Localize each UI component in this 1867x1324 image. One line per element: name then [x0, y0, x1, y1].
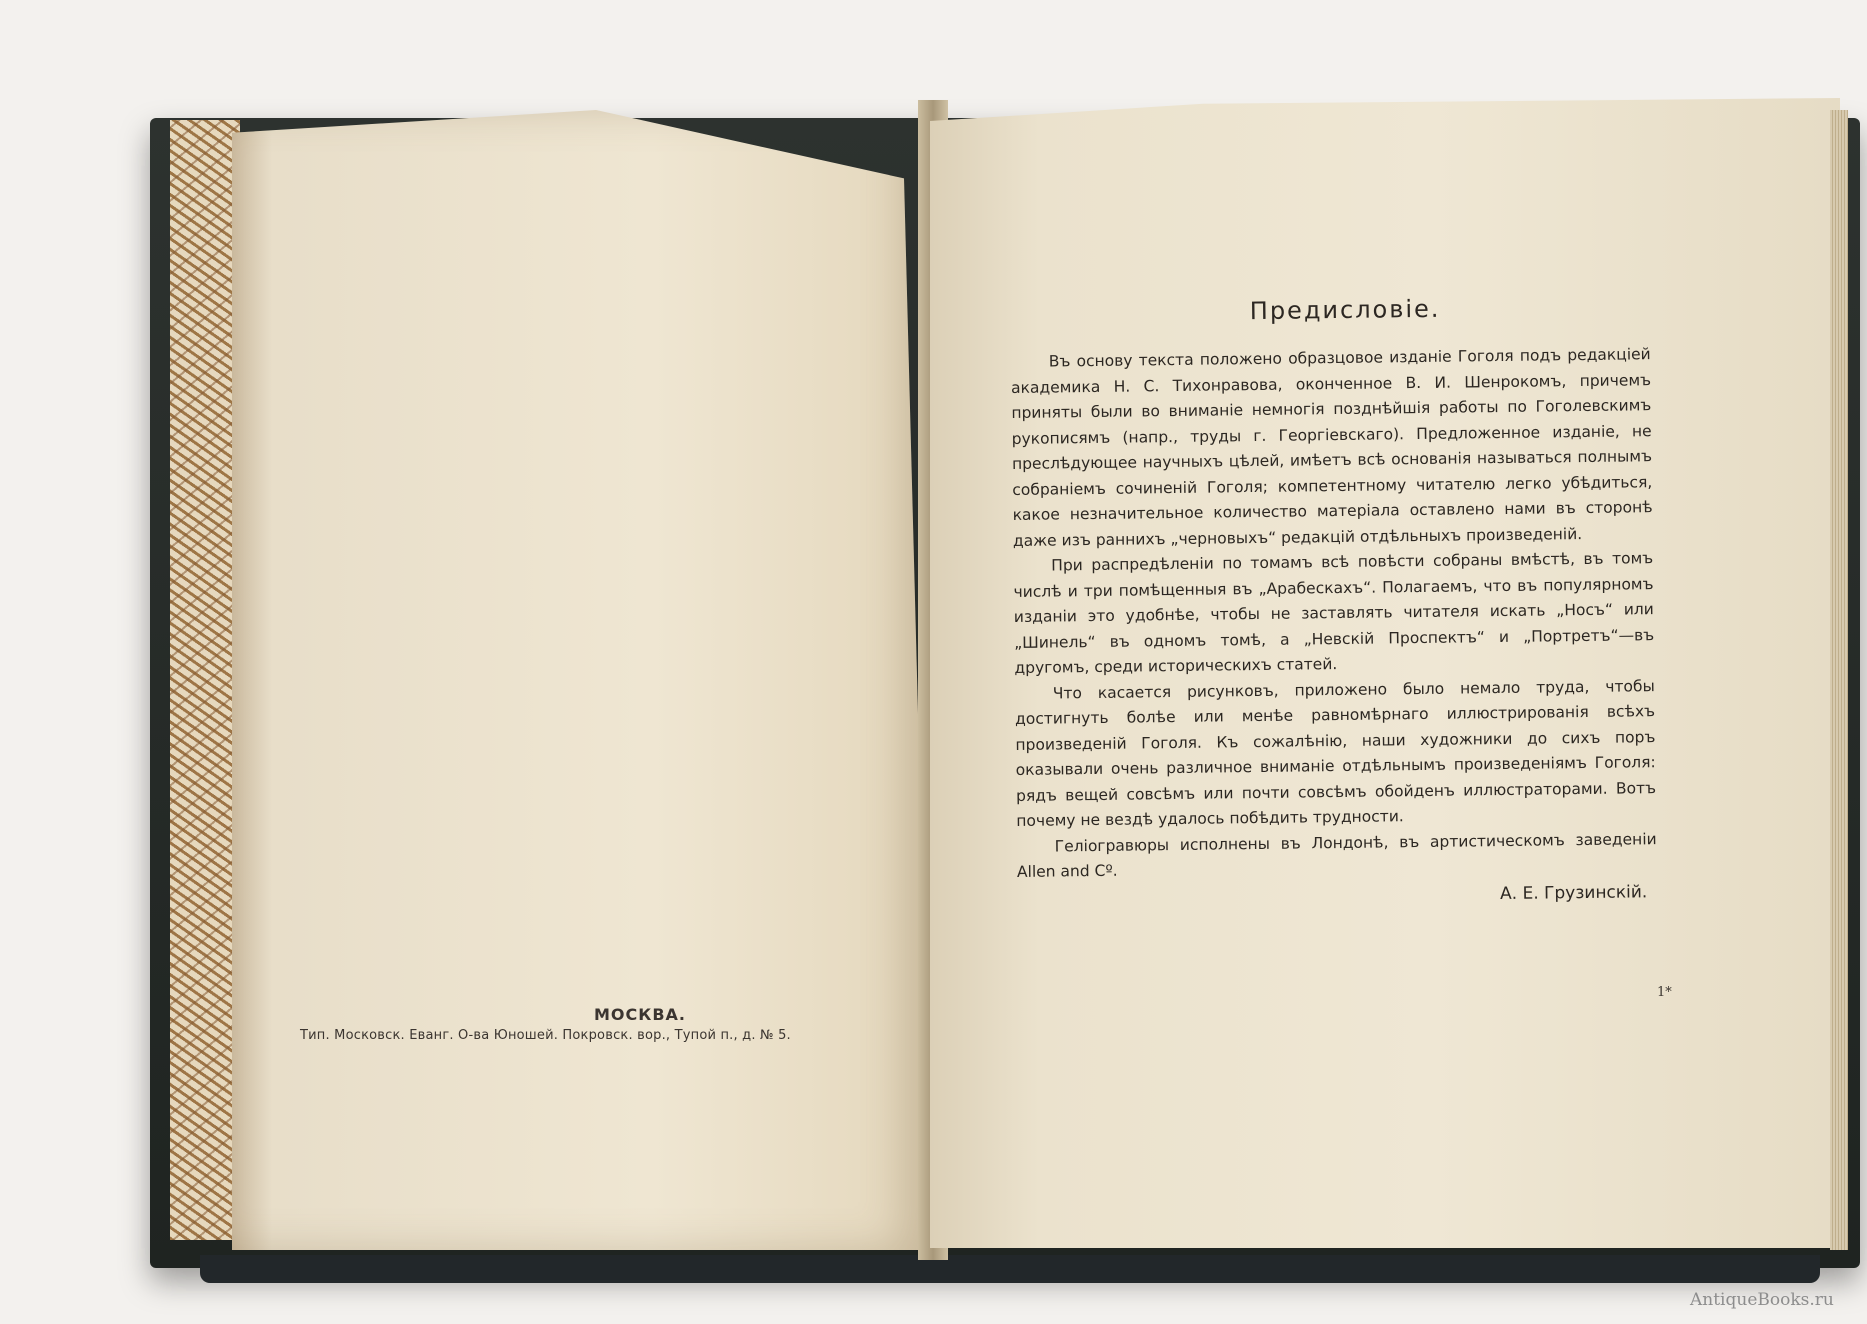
page-block-edge: [1830, 110, 1848, 1250]
preface-paragraph: Геліогравюры исполнены въ Лондонѣ, въ артистическомъ заведеніи Allen and Cº.: [1016, 829, 1657, 881]
imprint-city: МОСКВА.: [594, 1005, 686, 1024]
preface-signature: А. Е. Грузинскій.: [1499, 881, 1648, 904]
preface-paragraph: Въ основу текста положено образцовое изданіе Гоголя подъ редакціей академика Н. С. Тихонравова, оконченное В. И. Шенрокомъ, причемъ приняты были во вниманіе немногія позднѣйшія работы по Гоголевскимъ рукописямъ (напр., труды г. Георгіевскаго). Предложенное изданіе, не преслѣдующее научныхъ цѣлей, имѣетъ всѣ основанія называться полнымъ собраніемъ сочиненій Гоголя; компетентному читателю легко убѣдиться, какое незначительное количество матеріала оставлено нами въ сторонѣ даже изъ раннихъ „черновыхъ“ редакцій отдѣльныхъ произведеній.: [1010, 345, 1653, 550]
watermark: AntiqueBooks.ru: [1690, 1290, 1834, 1310]
preface-title: Предисловіе.: [1249, 294, 1441, 326]
imprint-line: Тип. Московск. Еванг. О-ва Юношей. Покровск. вор., Тупой п., д. № 5.: [300, 1028, 791, 1043]
preface-text: [1010, 292, 1657, 909]
book-cover-edge: [200, 1255, 1820, 1283]
left-page: [232, 110, 932, 1250]
preface-paragraph: Что касается рисунковъ, приложено было немало труда, чтобы достигнуть болѣе или менѣе равномѣрнаго иллюстрированія всѣхъ произведеній Гоголя. Къ сожалѣнію, наши художники до сихъ поръ оказывали очень различное вниманіе отдѣльнымъ произведеніямъ Гоголя: рядъ вещей совсѣмъ или почти совсѣмъ обойденъ иллюстраторами. Вотъ почему не вездѣ удалось побѣдить трудности.: [1015, 676, 1657, 830]
marbled-endpaper: [170, 120, 240, 1240]
preface-paragraph: При распредѣленіи по томамъ всѣ повѣсти собраны вмѣстѣ, въ томъ числѣ и три помѣщенныя въ „Арабескахъ“. Полагаемъ, что въ популярномъ изданіи это удобнѣе, чтобы не заставлять читателя искать „Носъ“ или „Шинель“ въ одномъ томѣ, а „Невскій Проспектъ“ и „Портретъ“—въ другомъ, среди историческихъ статей.: [1013, 549, 1655, 677]
page-number: 1*: [1657, 985, 1672, 1000]
